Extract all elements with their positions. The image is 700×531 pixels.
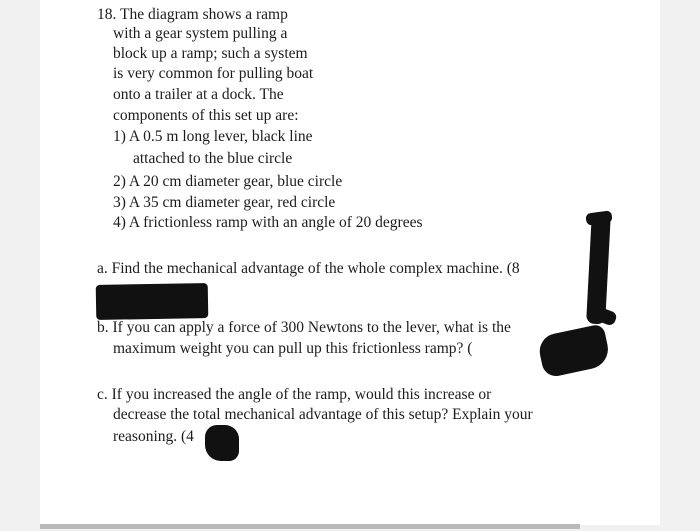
component-2: 2) A 20 cm diameter gear, blue circle (113, 173, 343, 190)
component-3: 3) A 35 cm diameter gear, red circle (113, 194, 336, 211)
redaction-blob-part-c (205, 425, 239, 461)
component-4: 4) A frictionless ramp with an angle of 20 degrees (113, 214, 423, 231)
page-bottom-edge (40, 524, 580, 529)
intro-line-2: block up a ramp; such a system (113, 45, 308, 62)
component-1: 1) A 0.5 m long lever, black line (113, 128, 313, 145)
question-number-line: 18. The diagram shows a ramp (97, 6, 288, 23)
redaction-bar-part-a (96, 283, 209, 320)
part-c-line-1: c. If you increased the angle of the ramp, would this increase or (97, 386, 492, 403)
intro-line-4: onto a trailer at a dock. The (113, 86, 284, 103)
part-a-line-1: a. Find the mechanical advantage of the whole complex machine. (8 (97, 260, 520, 277)
intro-line-1: with a gear system pulling a (113, 25, 288, 42)
part-c-line-3: reasoning. (4 (113, 428, 194, 445)
intro-line-3: is very common for pulling boat (113, 65, 314, 82)
component-1-continued: attached to the blue circle (133, 150, 293, 167)
part-b-line-2: maximum weight you can pull up this frictionless ramp? ( (113, 340, 473, 357)
part-b-line-1: b. If you can apply a force of 300 Newtons to the lever, what is the (97, 319, 511, 336)
intro-line-5: components of this set up are: (113, 107, 299, 124)
part-c-line-2: decrease the total mechanical advantage of this setup? Explain your (113, 406, 533, 423)
